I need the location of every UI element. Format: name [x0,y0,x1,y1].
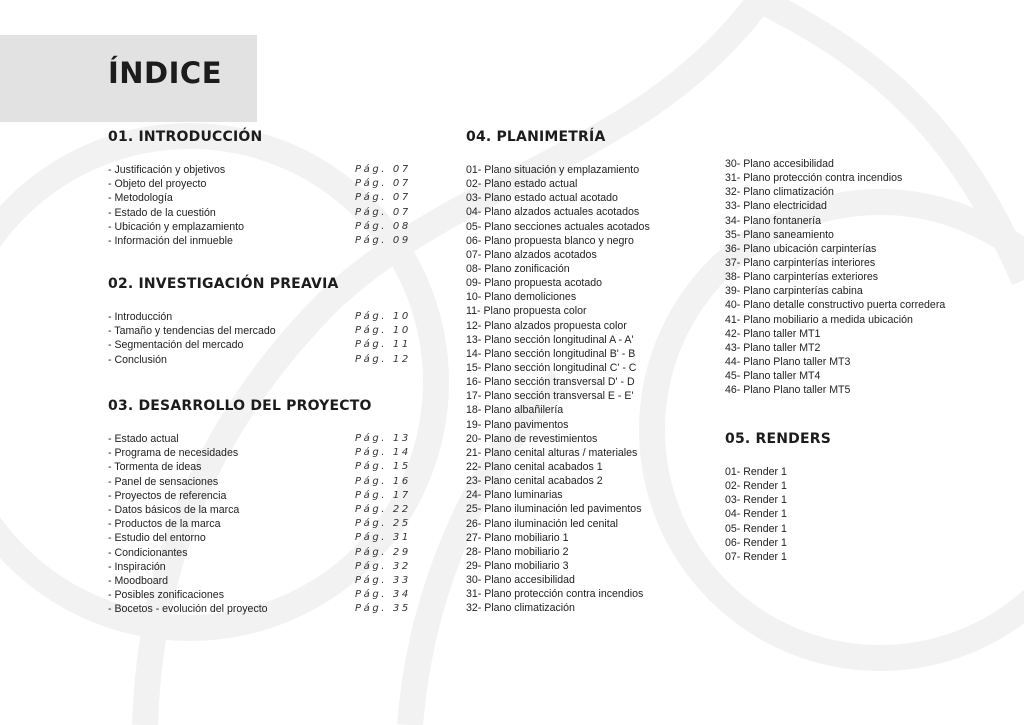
section-desarrollo-proyecto [108,398,411,616]
toc-entry[interactable]: 27- Plano mobiliario 1 [466,531,569,544]
toc-entry[interactable]: 42- Plano taller MT1 [725,327,821,340]
entry-label: - Metodología [108,192,173,205]
toc-entry[interactable]: 02- Render 1 [725,480,787,493]
entry-label: - Condicionantes [108,546,188,559]
entry-page: Pág. 10 [355,325,411,337]
toc-entry[interactable]: 22- Plano cenital acabados 1 [466,460,603,473]
section-planimetria [466,129,650,616]
entry-label: - Moodboard [108,574,169,587]
toc-entry[interactable] [108,546,411,560]
entry-label: - Información del inmueble [108,234,233,247]
toc-entry[interactable]: 16- Plano sección transversal D' - D [466,376,635,389]
toc-entry[interactable] [108,234,411,248]
entry-page: Pág. 09 [355,234,411,246]
toc-entry[interactable] [108,432,411,446]
page-title: ÍNDICE [108,56,223,90]
toc-entry[interactable]: 12- Plano alzados propuesta color [466,319,627,332]
toc-entry[interactable]: 10- Plano demoliciones [466,291,577,304]
entry-page: Pág. 33 [355,574,411,586]
section-heading: 03. DESARROLLO DEL PROYECTO [108,398,372,414]
section-heading: 02. INVESTIGACIÓN PREAVIA [108,276,339,292]
toc-entry[interactable] [108,602,411,616]
entry-page: Pág. 13 [355,433,411,444]
entry-page: Pág. 14 [355,447,411,459]
toc-entry[interactable]: 04- Render 1 [725,508,787,521]
section-renders [725,431,831,564]
toc-entry[interactable]: 04- Plano alzados actuales acotados [466,206,640,219]
toc-entry[interactable]: 03- Render 1 [725,494,787,507]
entry-label: - Panel de sensaciones [108,475,219,488]
entry-page: Pág. 07 [355,178,411,190]
entry-label: - Datos básicos de la marca [108,503,240,516]
entry-list [725,157,945,397]
entry-label: - Tamaño y tendencias del mercado [108,325,276,338]
entry-page: Pág. 15 [355,461,411,473]
toc-entry[interactable]: 37- Plano carpinterías interiores [725,256,876,269]
toc-entry[interactable]: 21- Plano cenital alturas / materiales [466,446,638,459]
toc-entry[interactable] [108,460,411,474]
toc-entry[interactable]: 32- Plano climatización [466,602,575,615]
entry-label: - Estado de la cuestión [108,206,216,219]
toc-entry[interactable] [108,517,411,531]
toc-entry[interactable]: 09- Plano propuesta acotado [466,277,603,290]
entry-page: Pág. 16 [355,475,411,487]
toc-entry[interactable]: 35- Plano saneamiento [725,228,834,241]
toc-entry[interactable]: 11- Plano propuesta color [466,305,587,318]
entry-label: - Bocetos - evolución del proyecto [108,603,268,616]
entry-label: - Objeto del proyecto [108,178,207,191]
toc-entry[interactable]: 07- Plano alzados acotados [466,248,597,261]
entry-label: - Estudio del entorno [108,532,206,545]
toc-entry[interactable] [108,324,411,338]
toc-entry[interactable]: 20- Plano de revestimientos [466,432,598,445]
toc-entry[interactable] [108,353,411,367]
entry-label: - Ubicación y emplazamiento [108,220,245,233]
entry-page: Pág. 10 [355,311,411,322]
toc-entry[interactable]: 01- Plano situación y emplazamiento [466,164,640,176]
toc-entry[interactable]: 28- Plano mobiliario 2 [466,545,569,558]
entry-page: Pág. 22 [355,503,411,515]
toc-entry[interactable]: 05- Render 1 [725,522,787,535]
entry-label: - Productos de la marca [108,518,221,531]
toc-entry[interactable]: 33- Plano electricidad [725,200,827,213]
toc-entry[interactable]: 01- Render 1 [725,466,787,478]
toc-entry[interactable] [108,338,411,352]
toc-entry[interactable] [108,177,411,191]
toc-entry[interactable] [108,503,411,517]
toc-entry[interactable]: 39- Plano carpinterías cabina [725,285,863,298]
entry-page: Pág. 29 [355,546,411,558]
entry-label: - Posibles zonificaciones [108,589,224,602]
toc-entry[interactable]: 25- Plano iluminación led pavimentos [466,503,642,516]
section-heading: 05. RENDERS [725,431,831,447]
toc-entry[interactable]: 38- Plano carpinterías exteriores [725,271,879,284]
toc-entry[interactable] [108,206,411,220]
toc-entry[interactable] [108,560,411,574]
toc-entry[interactable]: 36- Plano ubicación carpinterías [725,242,877,255]
toc-entry[interactable]: 06- Render 1 [725,536,787,549]
toc-entry[interactable]: 05- Plano secciones actuales acotados [466,220,650,233]
entry-page: Pág. 11 [355,339,411,351]
toc-entry[interactable]: 26- Plano iluminación led cenital [466,517,618,530]
entry-list [108,432,411,616]
toc-entry[interactable]: 31- Plano protección contra incendios [725,172,903,185]
toc-entry[interactable] [108,191,411,205]
section-heading: 04. PLANIMETRÍA [466,129,606,145]
toc-entry[interactable]: 23- Plano cenital acabados 2 [466,475,603,488]
toc-entry[interactable]: 02- Plano estado actual [466,178,578,191]
entry-page: Pág. 34 [355,589,411,601]
toc-entry[interactable]: 17- Plano sección transversal E - E' [466,390,634,403]
toc-entry[interactable] [108,588,411,602]
toc-entry[interactable]: 19- Plano pavimentos [466,418,569,431]
toc-entry[interactable]: 34- Plano fontanería [725,214,822,227]
entry-label: - Programa de necesidades [108,447,239,460]
entry-label: - Tormenta de ideas [108,461,202,474]
entry-page: Pág. 31 [355,532,411,544]
entry-label: - Proyectos de referencia [108,489,227,502]
toc-entry[interactable]: 31- Plano protección contra incendios [466,588,644,601]
entry-list [466,163,650,616]
toc-entry[interactable]: 41- Plano mobiliario a medida ubicación [725,313,913,326]
toc-entry[interactable] [108,489,411,503]
toc-entry[interactable]: 24- Plano luminarias [466,489,563,502]
toc-entry[interactable]: 15- Plano sección longitudinal C' - C [466,361,637,374]
toc-entry[interactable]: 03- Plano estado actual acotado [466,192,618,205]
toc-entry[interactable] [108,163,411,177]
entry-page: Pág. 07 [355,192,411,204]
entry-list [108,310,411,367]
section-heading: 01. INTRODUCCIÓN [108,129,263,145]
section-investigacion-preavia [108,276,411,367]
toc-entry[interactable]: 44- Plano Plano taller MT3 [725,355,851,368]
toc-entry[interactable]: 43- Plano taller MT2 [725,341,821,354]
entry-label: - Estado actual [108,433,179,445]
toc-entry[interactable]: 46- Plano Plano taller MT5 [725,384,851,397]
toc-entry[interactable] [108,446,411,460]
toc-entry[interactable]: 40- Plano detalle constructivo puerta corredera [725,299,946,312]
toc-entry[interactable]: 13- Plano sección longitudinal A - A' [466,333,634,346]
toc-entry[interactable]: 06- Plano propuesta blanco y negro [466,234,634,247]
toc-entry[interactable]: 30- Plano accesibilidad [466,574,575,587]
entry-label: - Conclusión [108,353,167,366]
toc-entry[interactable]: 14- Plano sección longitudinal B' - B [466,347,636,360]
entry-list [108,163,411,248]
entry-page: Pág. 08 [355,220,411,232]
toc-entry[interactable]: 30- Plano accesibilidad [725,158,834,170]
entry-page: Pág. 12 [355,353,411,365]
entry-page: Pág. 32 [355,560,411,572]
entry-page: Pág. 35 [355,603,411,615]
entry-page: Pág. 07 [355,206,411,218]
toc-entry[interactable] [108,220,411,234]
entry-label: - Introducción [108,311,173,323]
toc-entry[interactable]: 32- Plano climatización [725,186,834,199]
entry-list [725,465,831,564]
entry-page: Pág. 25 [355,518,411,530]
entry-label: - Segmentación del mercado [108,339,244,352]
toc-entry[interactable]: 29- Plano mobiliario 3 [466,559,569,572]
toc-entry[interactable] [108,574,411,588]
section-introduccion [108,129,411,248]
toc-entry[interactable]: 18- Plano albañilería [466,404,564,417]
section-planimetria-continued [725,157,945,397]
toc-entry[interactable] [108,310,411,324]
entry-label: - Justificación y objetivos [108,164,226,176]
entry-label: - Inspiración [108,560,166,573]
toc-entry[interactable]: 08- Plano zonificación [466,262,570,275]
toc-entry[interactable]: 45- Plano taller MT4 [725,370,821,383]
entry-page: Pág. 07 [355,164,411,175]
toc-entry[interactable] [108,475,411,489]
toc-entry[interactable] [108,531,411,545]
toc-entry[interactable]: 07- Render 1 [725,550,787,563]
entry-page: Pág. 17 [355,489,411,501]
